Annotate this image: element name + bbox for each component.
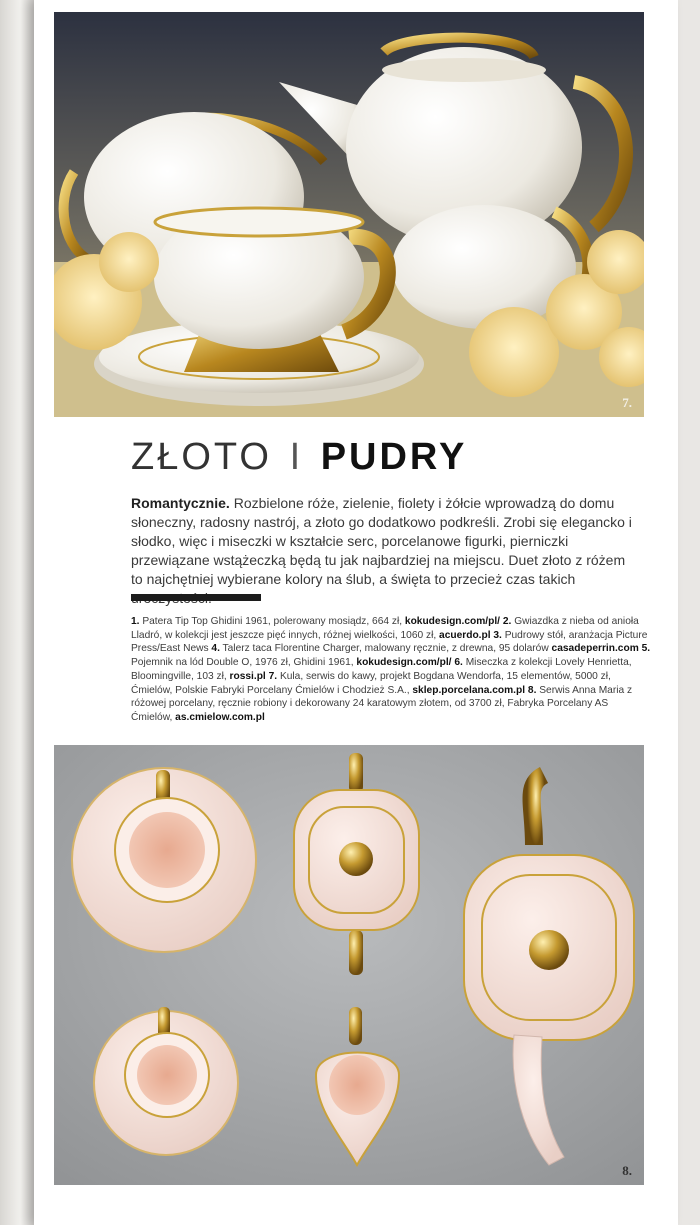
credit-text: Patera Tip Top Ghidini 1961, polerowany mosiądz, 664 zł,: [139, 616, 405, 627]
lead-body: Rozbielone róże, zielenie, fiolety i żółcie wprowadzą do domu słoneczny, radosny nastrój, a złoto go dodatkowo podkreśli. Zrobi się elegancko i słodko, więc i miseczki w kształcie serc, porcelanowe figurki, pierniczki przewiązane wstążeczką będą tu jak najbardziej na miejscu. Duet złoto z różem to najchętniej wybierane kolory na ślub, a święta to przecież czas takich: [131, 495, 632, 587]
magazine-spine: [0, 0, 34, 1225]
credit-number: 4.: [211, 643, 220, 655]
credit-number: 7.: [268, 670, 278, 682]
credit-number: 8.: [527, 684, 537, 696]
credit-text: Talerz taca Florentine Charger, malowany ręcznie, z drewna, 95 dolarów: [219, 643, 552, 655]
credit-number: 3.: [493, 629, 502, 641]
credit-link: sklep.porcelana.com.pl: [412, 684, 526, 696]
credit-text: Pojemnik na lód Double O, 1976 zł, Ghidini 1961,: [131, 657, 357, 669]
photo-number-7: 7.: [622, 395, 632, 410]
credit-text: Kula, serwis do kawy, projekt Bogdana Wendorfa, 15 elementów, 5000 zł, Ćmielów, Polskie Fabryki Porcelany Ćmielów i Chodzież S.A.,: [131, 670, 611, 696]
credit-text: Miseczka z kolekcji Lovely Henrietta, Bloomingville, 103 zł,: [131, 657, 632, 682]
credit-link: casadeperrin.com: [551, 643, 639, 655]
photo-pink-porcelain-set: [54, 745, 644, 1185]
section-rule: [131, 594, 261, 601]
credit-link: rossi.pl: [229, 670, 266, 682]
credit-number: 2.: [502, 616, 512, 627]
pink-porcelain-illustration: [54, 745, 644, 1185]
credit-link: kokudesign.com/pl/: [356, 657, 452, 669]
photo-gold-tea-set: [54, 12, 644, 417]
title-part-powders: PUDRY: [320, 436, 468, 478]
lead-paragraph: [131, 494, 635, 608]
article-title: [131, 436, 467, 479]
photo-number-8: 8.: [622, 1163, 632, 1178]
title-part-gold: ZŁOTO: [131, 436, 272, 478]
credit-link: kokudesign.com/pl/: [404, 616, 501, 627]
gold-tea-set-illustration: [54, 12, 644, 417]
title-separator: I: [289, 436, 304, 478]
credit-link: acuerdo.pl: [439, 629, 491, 641]
lead-emphasis: Romantycznie.: [131, 495, 230, 511]
credit-text: Gwiazdka z nieba od anioła Lladró, w kolekcji jest jeszcze pięć innych, różnej wielkości, 1060 zł,: [131, 616, 639, 641]
credit-number: 5.: [641, 643, 651, 655]
credit-text: Pudrowy stół, aranżacja Picture Press/East News: [131, 629, 648, 655]
product-credits: [131, 615, 651, 725]
magazine-page: [34, 0, 678, 1225]
credit-number: 1.: [131, 616, 140, 627]
credit-number: 6.: [454, 657, 463, 669]
credit-link: as.cmielow.com.pl: [175, 711, 265, 723]
credit-text: Serwis Anna Maria z różowej porcelany, ręcznie robiony i dekorowany 24 karatowym złotem, od 3700 zł, Fabryka Porcelany AS Ćmielów,: [131, 684, 633, 723]
